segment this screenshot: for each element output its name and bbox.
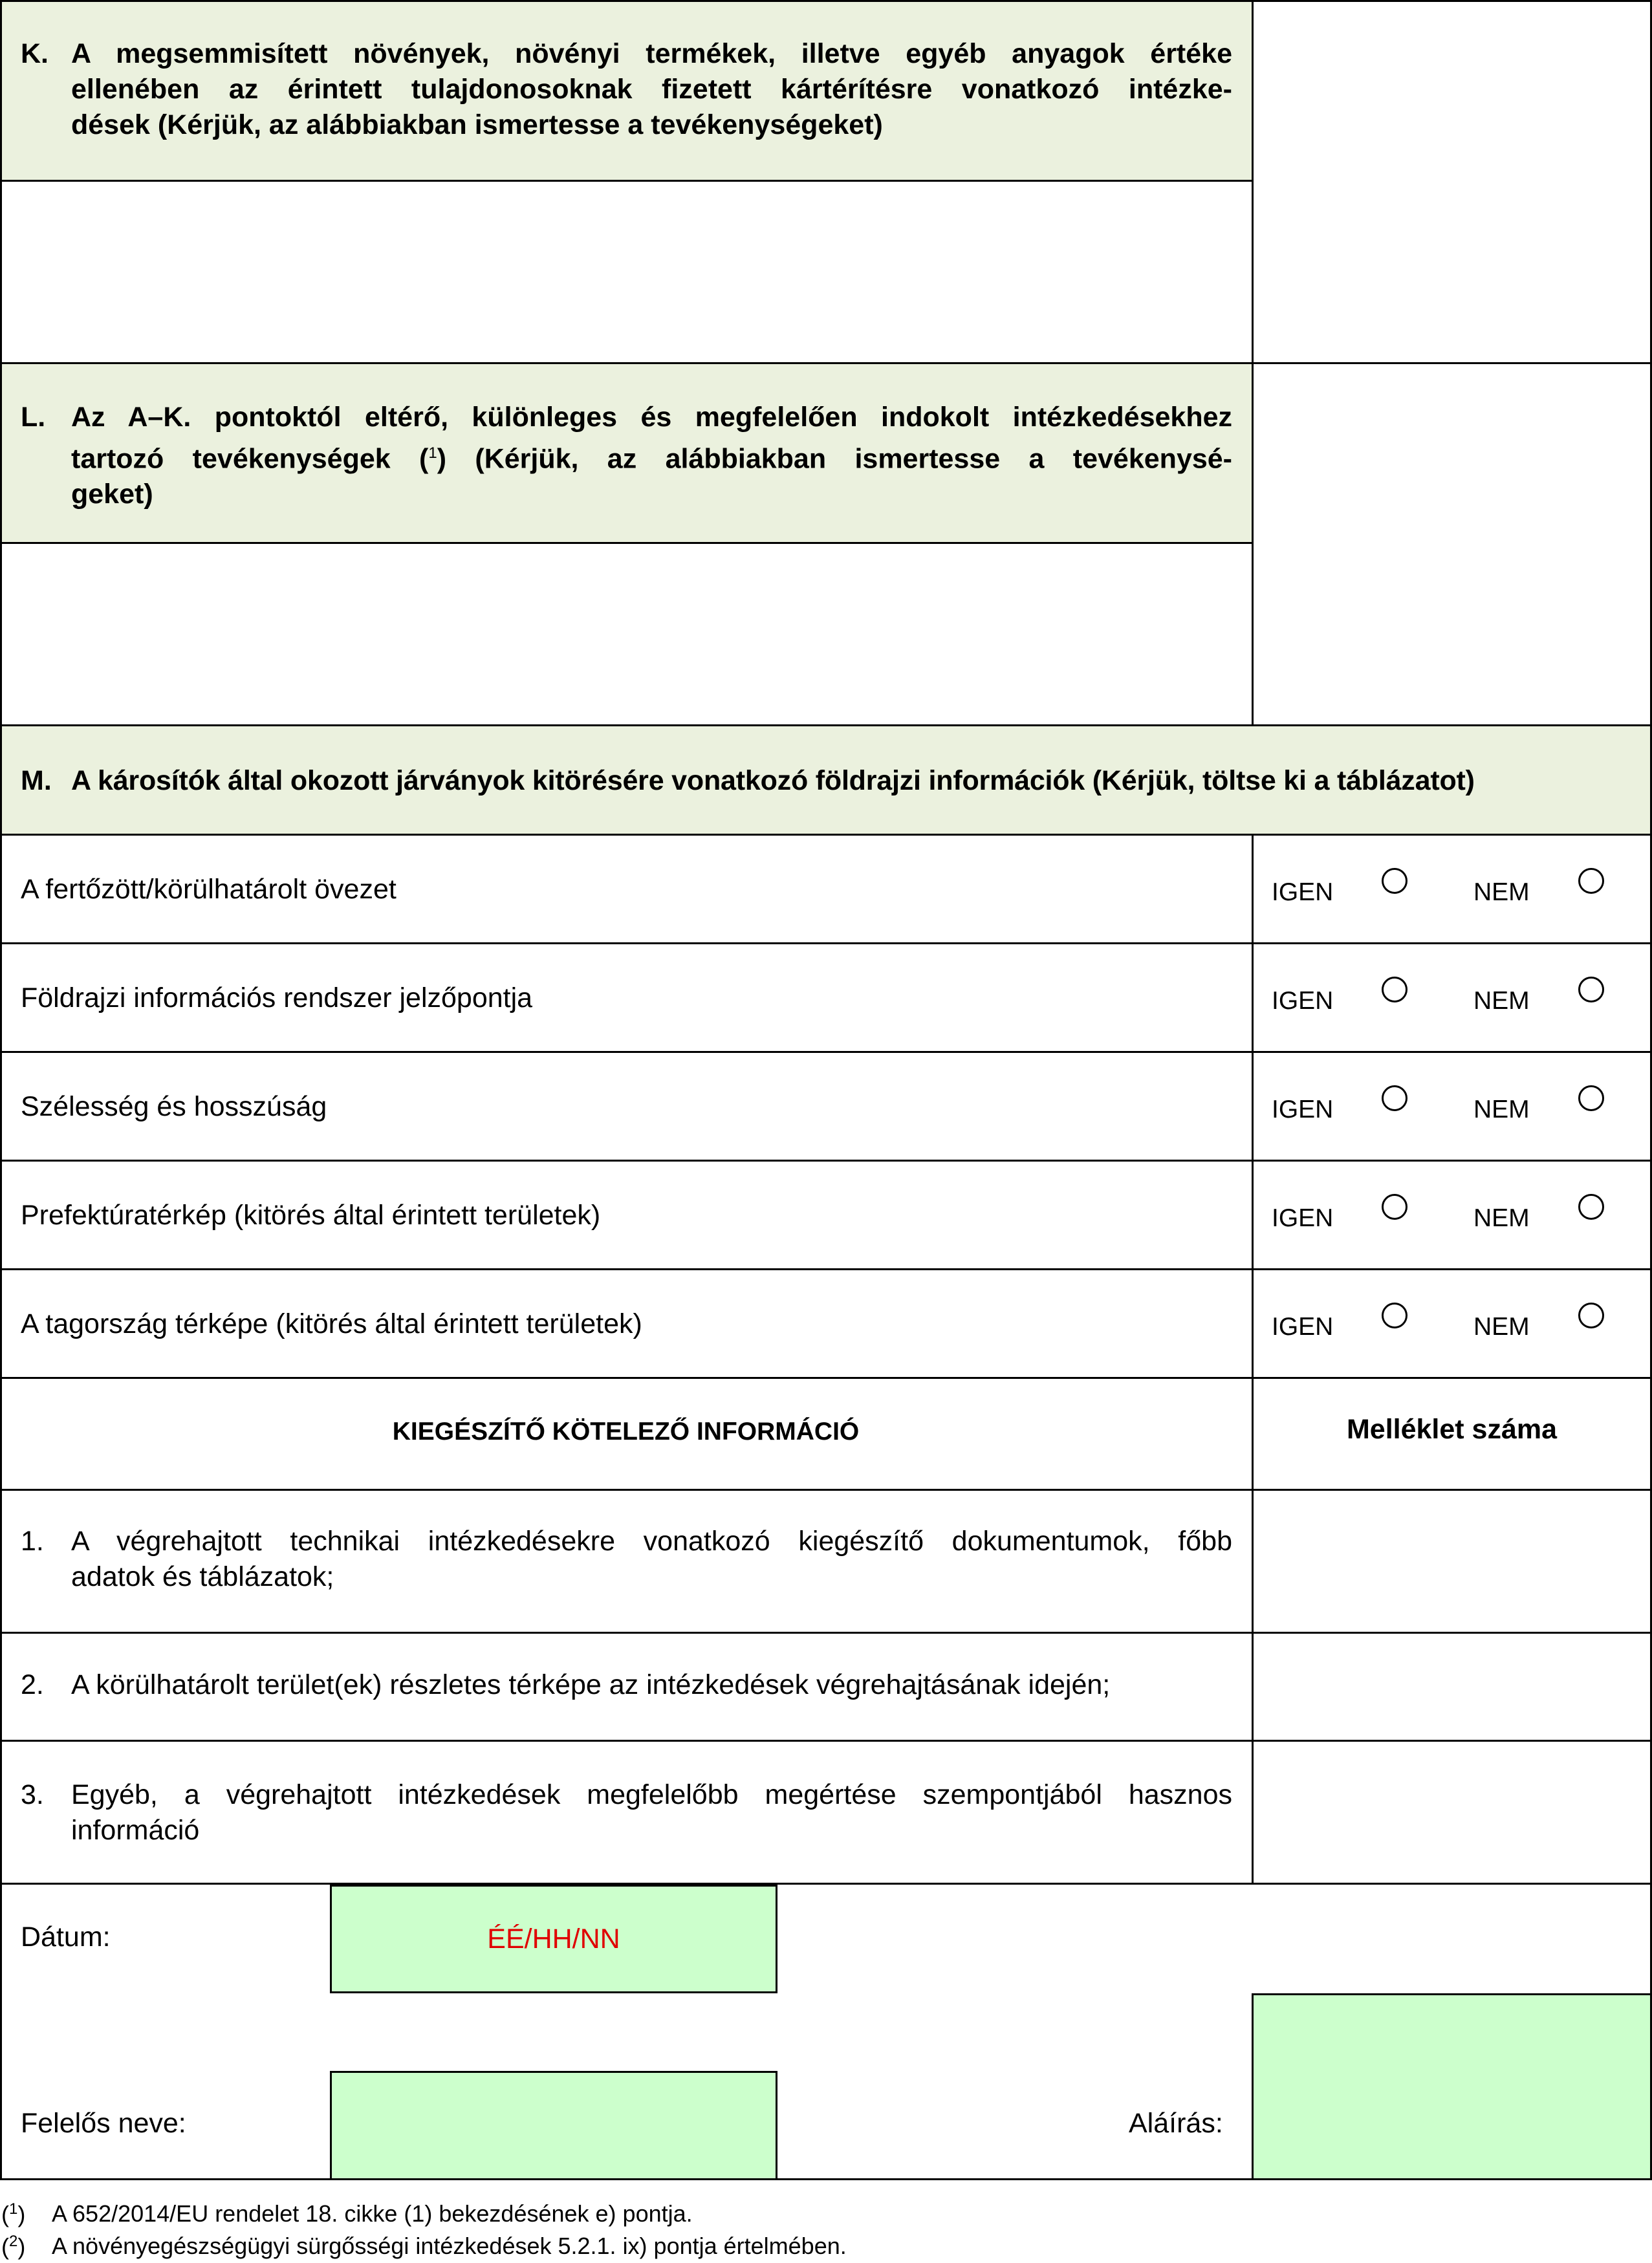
footnote-ref-1[interactable]: 1 [428,444,437,462]
section-l-title: Az A–K. pontoktól eltérő, különleges és megfelelően indokolt intézkedésekhez tartozó tevékenységek ($^1$) (Kérjük, az alábbiakban ismertesse a tevékenysé- geket) [71,402,1233,510]
annex-number-header: Melléklet száma [1346,1414,1558,1445]
geo-row-yes-label: IGEN [1272,1313,1334,1341]
responsible-name-field[interactable] [330,2071,777,2180]
supplementary-header: KIEGÉSZÍTŐ KÖTELEZŐ INFORMÁCIÓ [392,1418,860,1446]
footnote-2-text: A növényegészségügyi sürgősségi intézkedések 5.2.1. ix) pontja értelmében. [52,2233,847,2259]
supplementary-item-number: 3. [21,1779,44,1810]
responsible-name-label: Felelős neve: [21,2108,186,2139]
geo-row-label: Földrajzi információs rendszer jelzőpontja [21,982,533,1013]
section-k-answer-field[interactable] [2,182,1250,362]
divider [0,2178,1652,2180]
geo-row-no-radio[interactable] [1578,977,1604,1002]
geo-row-yes-label: IGEN [1272,987,1334,1015]
section-k-letter: K. [21,38,49,69]
divider [0,0,1652,2]
geo-row-no-label: NEM [1473,1096,1530,1123]
divider [0,1051,1652,1053]
divider [0,1489,1652,1491]
divider [0,0,2,2180]
geo-row-yes-label: IGEN [1272,1096,1334,1123]
signature-field[interactable] [1252,1993,1652,2180]
geo-row-yes-label: IGEN [1272,878,1334,906]
geo-row-no-label: NEM [1473,1204,1530,1232]
geo-row-yes-label: IGEN [1272,1204,1334,1232]
divider [0,180,1252,182]
geo-row-no-label: NEM [1473,878,1530,906]
supplementary-item-text: A végrehajtott technikai intézkedésekre vonatkozó kiegészítő dokumentumok, főbb adatok és táblázatok; [71,1526,1232,1592]
divider [0,1377,1652,1379]
supplementary-item-text: Egyéb, a végrehajtott intézkedések megfelelőbb megértése szempontjából hasznos információ [71,1779,1232,1846]
geo-row-label: Szélesség és hosszúság [21,1091,327,1122]
footnote-1: ($^1$) [1,2200,26,2227]
geo-row-no-radio[interactable] [1578,1085,1604,1111]
supplementary-item-text: A körülhatárolt terület(ek) részletes térképe az intézkedések végrehajtásának idején; [71,1669,1111,1700]
date-placeholder: ÉÉ/HH/NN [487,1923,620,1954]
section-m-letter: M. [21,765,52,796]
geo-row-no-radio[interactable] [1578,1303,1604,1328]
signature-label: Aláírás: [1129,2108,1223,2139]
supplementary-item-number: 2. [21,1669,44,1700]
geo-row-yes-radio[interactable] [1382,977,1407,1002]
divider [0,1740,1652,1742]
divider [0,1268,1652,1270]
geo-row-label: A fertőzött/körülhatárolt övezet [21,874,397,905]
geo-row-label: Prefektúratérkép (kitörés által érintett területek) [21,1200,601,1231]
geo-row-no-radio[interactable] [1578,1194,1604,1220]
divider [0,542,1252,544]
divider [0,1160,1652,1162]
annex-number-field[interactable] [1254,1491,1650,1632]
section-m-title: A károsítók által okozott járványok kitörésére vonatkozó földrajzi információk (Kérjük, töltse ki a táblázatot) [71,765,1475,796]
footnote-2: ($^2$) [1,2233,26,2260]
date-label: Dátum: [21,1922,111,1953]
geo-row-yes-radio[interactable] [1382,1085,1407,1111]
geo-row-no-label: NEM [1473,987,1530,1015]
annex-number-field[interactable] [1254,1742,1650,1883]
section-k-side-field[interactable] [1254,2,1650,362]
section-k-title: A megsemmisített növények, növényi termékek, illetve egyéb anyagok értéke ellenében az érintett tulajdonosoknak fizetett kártérítésre vonatkozó intézke- dések (Kérjük, az alábbiakban ismertesse a tevékenységeket) [71,38,1232,140]
section-l-letter: L. [21,402,46,433]
geo-row-yes-radio[interactable] [1382,1303,1407,1328]
divider [0,1632,1652,1634]
section-l-answer-field[interactable] [2,544,1250,724]
divider [1252,834,1254,1885]
footnote-1-text: A 652/2014/EU rendelet 18. cikke (1) bekezdésének e) pontja. [52,2200,693,2227]
divider [0,1883,1652,1885]
section-l-side-field[interactable] [1254,366,1650,724]
annex-number-field[interactable] [1254,1634,1650,1740]
geo-row-label: A tagország térképe (kitörés által érintett területek) [21,1308,642,1339]
divider [0,724,1652,726]
divider [0,362,1652,364]
supplementary-item-number: 1. [21,1526,44,1557]
date-field[interactable] [330,1885,777,1993]
divider [0,834,1652,836]
divider [0,942,1652,944]
geo-row-no-label: NEM [1473,1313,1530,1341]
geo-row-yes-radio[interactable] [1382,868,1407,894]
geo-row-yes-radio[interactable] [1382,1194,1407,1220]
geo-row-no-radio[interactable] [1578,868,1604,894]
